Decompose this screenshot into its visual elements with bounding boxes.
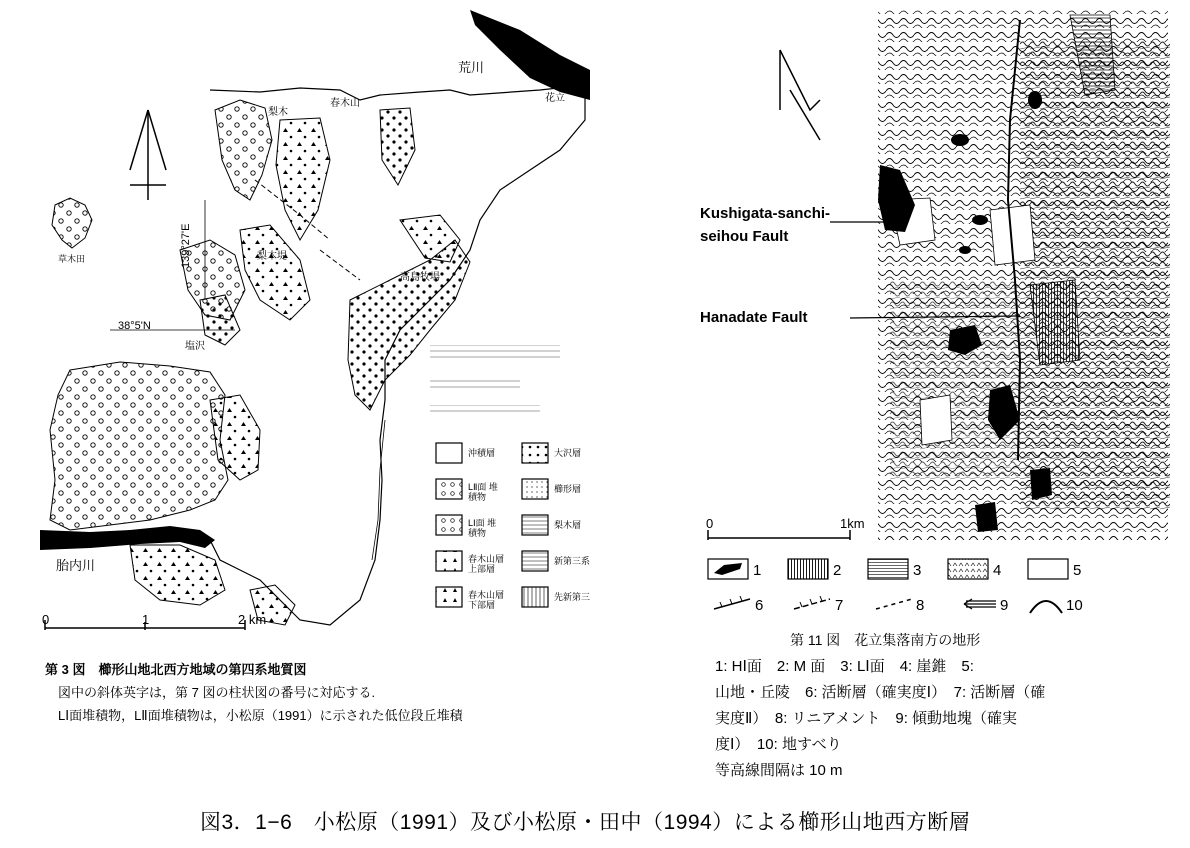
legend-alluvium: 沖積層 <box>468 448 496 458</box>
legend-num-7: 7 <box>835 597 844 614</box>
nashikizutsumi-label: 梨木堤 <box>257 251 287 262</box>
legend-num-9: 9 <box>1000 597 1009 614</box>
legend-l1: LⅠ面 堆積物 <box>468 518 497 538</box>
right-caption-line5: 等高線間隔は 10 m <box>715 762 843 779</box>
legend-pre-neogene: 先新第三 <box>554 592 591 602</box>
legend-nashiki: 梨木層 <box>554 520 582 530</box>
left-caption-title: 第 3 図 櫛形山地北西方地域の第四系地質図 <box>45 662 307 677</box>
scale-zero: 0 <box>42 612 50 627</box>
latitude-label: 38°5'N <box>118 320 151 332</box>
legend-num-6: 6 <box>755 597 764 614</box>
legend-num-10: 10 <box>1066 597 1083 614</box>
legend-kushigata: 櫛形層 <box>554 484 582 494</box>
right-caption-line2: 山地・丘陵 6: 活断層（確実度Ⅰ） 7: 活断層（確 <box>715 684 1046 701</box>
legend-num-8: 8 <box>916 597 925 614</box>
right-caption-line3: 実度Ⅱ） 8: リニアメント 9: 傾動地塊（確実 <box>715 710 1018 727</box>
right-caption-title: 第 11 図 花立集落南方の地形 <box>790 632 981 648</box>
left-caption-line1: 図中の斜体英字は，第 7 図の柱状図の番号に対応する. <box>58 685 376 700</box>
harukiyama-label: 春木山 <box>330 98 360 109</box>
nashiki-label: 梨木 <box>268 107 288 118</box>
legend-neogene: 新第三系 <box>554 556 591 566</box>
scale-two: 2 km <box>238 612 267 627</box>
legend-num-1: 1 <box>753 562 762 579</box>
legend-num-3: 3 <box>913 562 922 579</box>
right-caption-line1: 1: HⅠ面 2: M 面 3: LⅠ面 4: 崖錐 5: <box>715 658 974 675</box>
tainai-river <box>40 526 215 550</box>
takashima-bokujo-label: 高島牧場 <box>400 272 440 283</box>
right-scale-bar <box>708 530 850 540</box>
legend-harukiyama-upper: 春木山層 上部層 <box>468 554 505 574</box>
legend-l2: LⅡ面 堆積物 <box>468 482 498 502</box>
right-scale-one: 1km <box>840 516 865 531</box>
north-arrow-icon <box>130 110 166 200</box>
scale-one: 1 <box>142 612 150 627</box>
right-scale-zero: 0 <box>706 516 714 531</box>
legend-num-4: 4 <box>993 562 1002 579</box>
legend-harukiyama-lower: 春木山層 下部層 <box>468 590 505 610</box>
kusakida-label: 草木田 <box>58 254 86 264</box>
tainai-river-label: 胎内川 <box>56 558 96 573</box>
north-arrow-icon-right <box>780 50 820 140</box>
kushigata-fault-label-2: seihou Fault <box>700 228 789 245</box>
hanadate-label: 花立 <box>545 93 565 104</box>
legend-num-5: 5 <box>1073 562 1082 579</box>
arakawa-label: 荒川 <box>458 60 485 75</box>
legend-num-2: 2 <box>833 562 842 579</box>
kushigata-fault-label-1: Kushigata-sanchi- <box>700 205 831 222</box>
hanadate-fault-label: Hanadate Fault <box>700 309 808 326</box>
legend-osawa: 大沢層 <box>554 448 582 458</box>
longitude-label: 139°27'E <box>180 223 192 268</box>
shiozawa-label: 塩沢 <box>185 341 205 352</box>
left-caption-line2: LⅠ面堆積物，LⅡ面堆積物は，小松原（1991）に示された低位段丘堆積 <box>58 708 463 723</box>
right-caption-line4: 度Ⅰ） 10: 地すべり <box>715 736 842 753</box>
figure-caption: 図3．1−6 小松原（1991）及び小松原・田中（1994）による櫛形山地西方断層 <box>200 811 971 834</box>
